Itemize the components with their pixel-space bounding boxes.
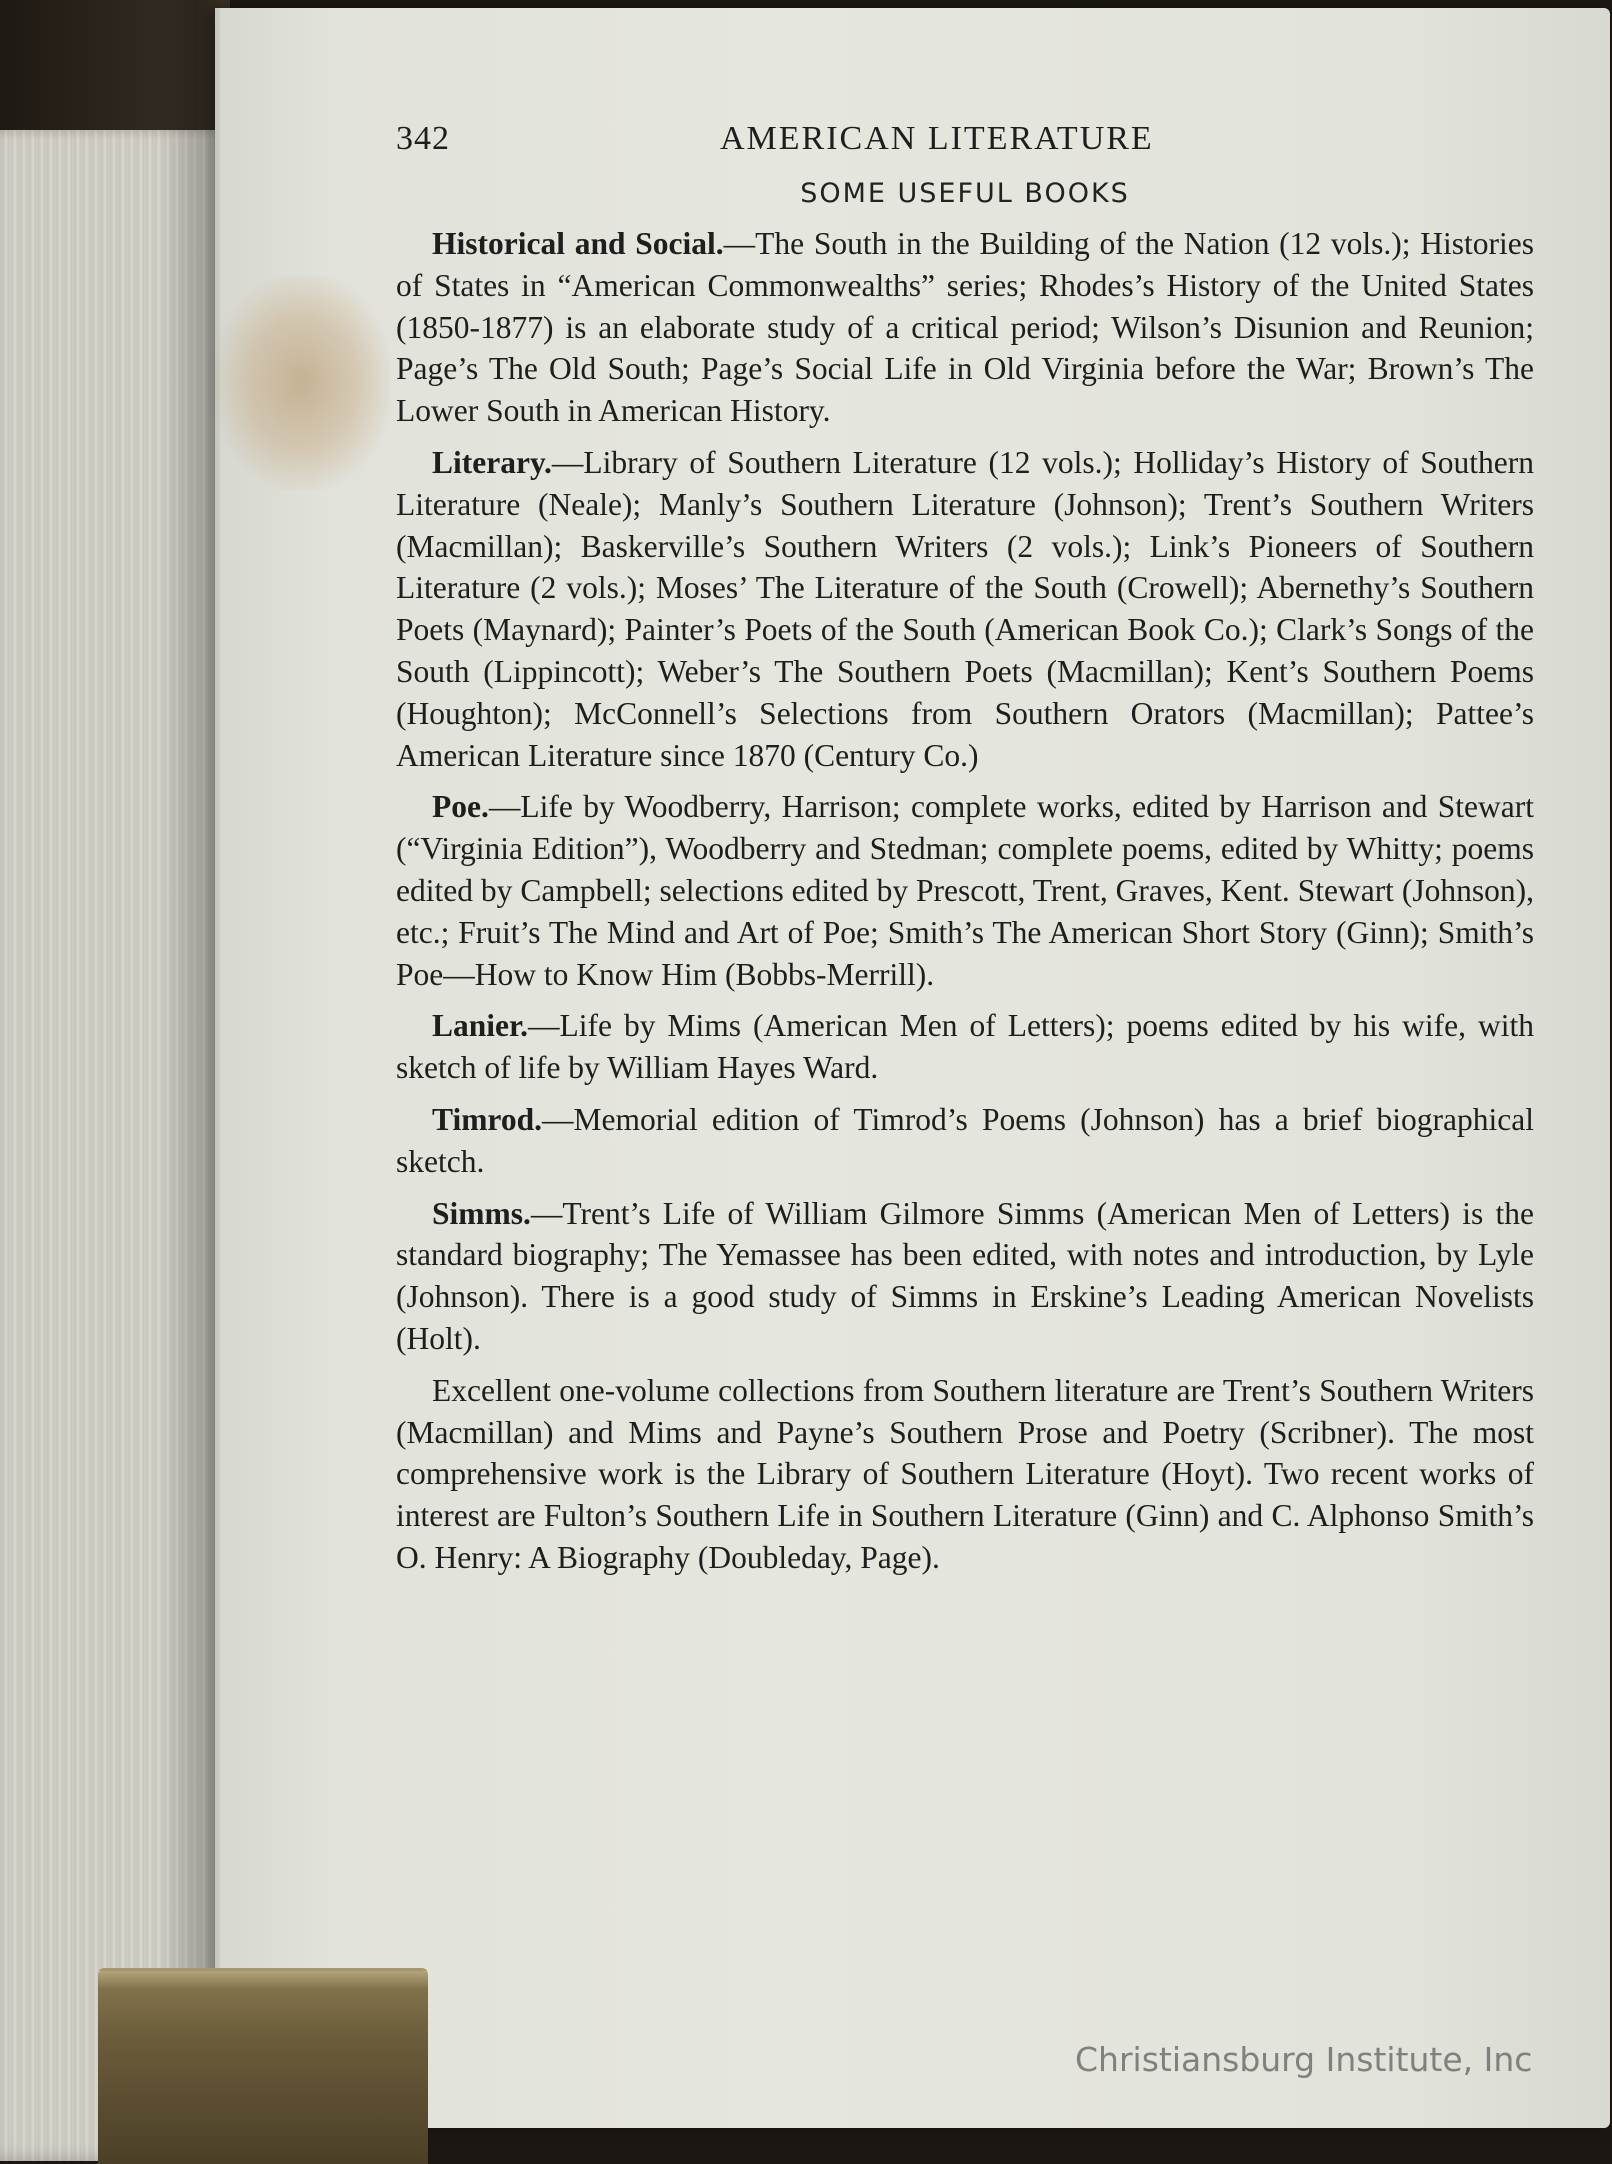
entry-text: —Library of Southern Literature (12 vols.); Holliday’s History of Southern Literature (Neale); Manly’s Southern Literature (Johnson); Trent’s Southern Writers (Macmillan); Baskerville’s Southern Writers (2 vols.); Link’s Pioneers of Southern Literature (2 vols.); Moses’ The Literature of the South (Crowell); Abernethy’s Southern Poets (Maynard); Painter’s Poets of the South (American Book Co.); Clark’s Songs of the South (Lippincott); Weber’s The Southern Poets (Macmillan); Kent’s Southern Poems (Houghton); McConnell’s Selections from Southern Orators (Macmillan); Pattee’s American Literature since 1870 (Century Co.) [396, 444, 1534, 773]
page-content [396, 110, 1534, 1589]
entry-collections [396, 1370, 1534, 1579]
entry-lead: Simms. [432, 1195, 531, 1231]
spine-shadow [160, 0, 220, 2161]
page-number: 342 [396, 120, 450, 157]
entry-text: —Life by Mims (American Men of Letters); poems edited by his wife, with sketch of life by William Hayes Ward. [396, 1008, 1534, 1086]
entry-lead: Historical and Social. [432, 226, 724, 261]
running-head [396, 110, 1534, 160]
entry-poe [396, 786, 1534, 995]
entry-text: —Trent’s Life of William Gilmore Simms (American Men of Letters) is the standard biography; The Yemassee has been edited, with notes and introduction, by Lyle (Johnson). There is a good study of Simms in Erskine’s Leading American Novelists (Holt). [396, 1195, 1534, 1356]
entry-lead: Lanier. [432, 1008, 528, 1044]
entry-text: —Life by Woodberry, Harrison; complete works, edited by Harrison and Stewart (“Virginia Edition”), Woodberry and Stedman; complete poems, edited by Whitty; poems edited by Campbell; selections edited by Prescott, Trent, Graves, Kent. Stewart (Johnson), etc.; Fruit’s The Mind and Art of Poe; Smith’s The American Short Story (Ginn); Smith’s Poe—How to Know Him (Bobbs-Merrill). [396, 789, 1534, 992]
entry-timrod [396, 1099, 1534, 1183]
entry-text: —Memorial edition of Timrod’s Poems (Johnson) has a brief biographical sketch. [396, 1101, 1534, 1179]
entry-simms [396, 1193, 1534, 1360]
entry-lead: Poe. [432, 789, 489, 825]
entry-literary [396, 442, 1534, 776]
watermark: Christiansburg Institute, Inc [1075, 2040, 1533, 2079]
entry-text: Excellent one-volume collections from Southern literature are Trent’s Southern Writers (Macmillan) and Mims and Payne’s Southern Prose and Poetry (Scribner). The most comprehensive work is the Library of Southern Literature (Hoyt). Two recent works of interest are Fulton’s Southern Life in Southern Literature (Ginn) and C. Alphonso Smith’s O. Henry: A Biography (Doubleday, Page). [396, 1372, 1534, 1575]
entry-lanier [396, 1005, 1534, 1089]
section-title: SOME USEFUL BOOKS [800, 178, 1130, 209]
bookmark-tag [98, 1968, 428, 2164]
entry-historical-social [396, 223, 1534, 432]
entry-lead: Timrod. [432, 1101, 542, 1137]
entry-text: —The South in the Building of the Nation (12 vols.); Histories of States in “American Commonwealths” series; Rhodes’s History of the United States (1850-1877) is an elaborate study of a critical period; Wilson’s Disunion and Reunion; Page’s The Old South; Page’s Social Life in Old Virginia before the War; Brown’s The Lower South in American History. [396, 226, 1534, 429]
entry-lead: Literary. [432, 444, 552, 480]
running-title: AMERICAN LITERATURE [720, 120, 1154, 157]
